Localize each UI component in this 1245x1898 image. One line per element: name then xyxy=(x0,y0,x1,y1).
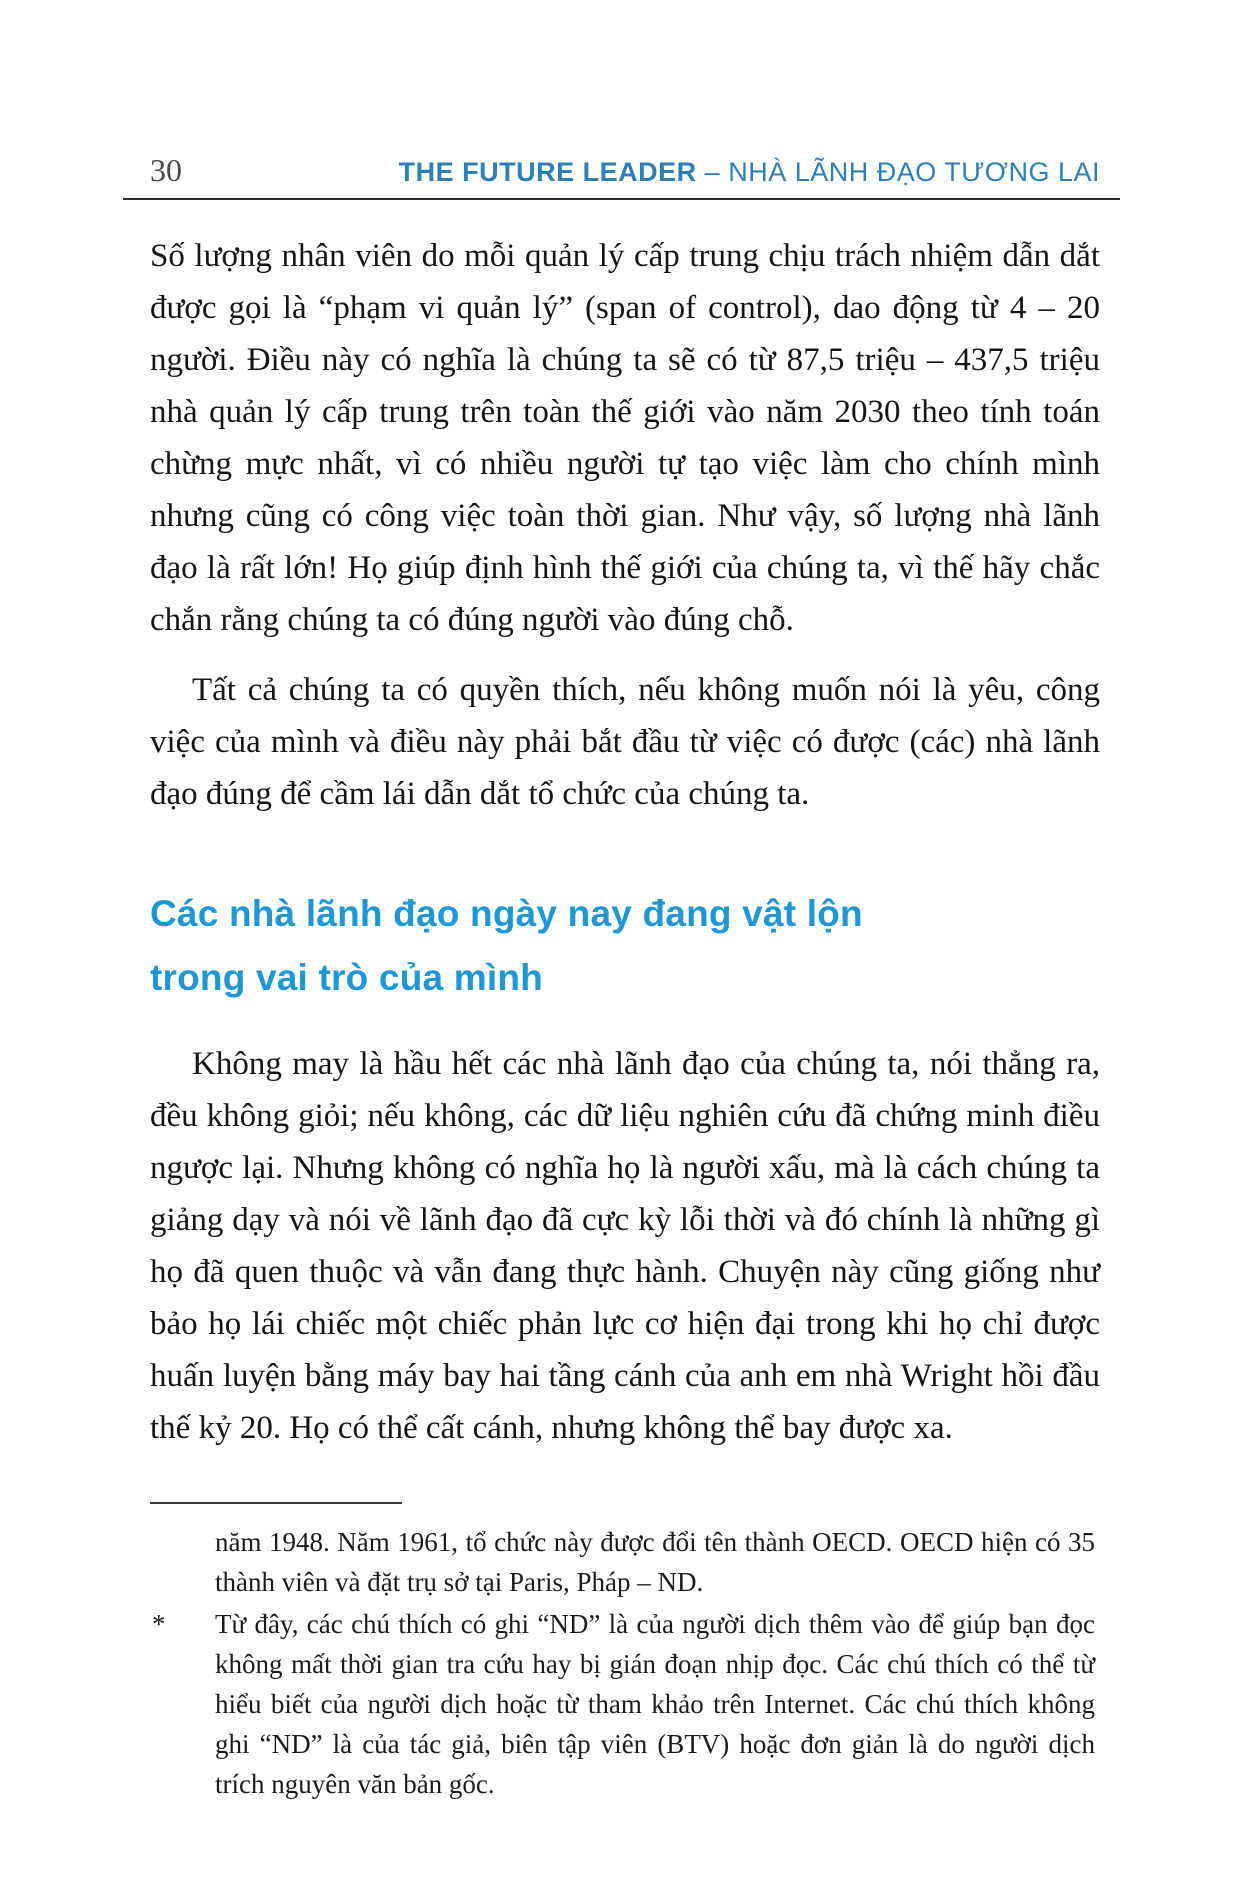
paragraph-leaders-struggling: Không may là hầu hết các nhà lãnh đạo của chúng ta, nói thẳng ra, đều không giỏi; nếu không, các dữ liệu nghiên cứu đã chứng minh điều ngược lại. Nhưng không có nghĩa họ là người xấu, mà là cách chúng ta giảng dạy và nói về lãnh đạo đã cực kỳ lỗi thời và đó chính là những gì họ đã quen thuộc và vẫn đang thực hành. Chuyện này cũng giống như bảo họ lái chiếc một chiếc phản lực cơ hiện đại trong khi họ chỉ được huấn luyện bằng máy bay hai tầng cánh của anh em nhà Wright hồi đầu thế kỷ 20. Họ có thể cất cánh, nhưng không thể bay được xa. xyxy=(150,1046,1100,1446)
footnote-continuation-marker xyxy=(150,1522,215,1602)
footnote-star xyxy=(150,1604,1100,1804)
running-title xyxy=(399,157,1100,188)
footnote-continuation-text: năm 1948. Năm 1961, tổ chức này được đổi tên thành OECD. OECD hiện có 35 thành viên và đặt trụ sở tại Paris, Pháp – ND. xyxy=(215,1527,1095,1597)
page-content xyxy=(150,0,1100,1804)
running-title-vietnamese: NHÀ LÃNH ĐẠO TƯƠNG LAI xyxy=(728,157,1100,187)
footnote-star-marker: * xyxy=(152,1609,166,1639)
footnote-separator-rule xyxy=(150,1502,402,1504)
footnotes-block xyxy=(150,1522,1100,1804)
footnote-continuation xyxy=(150,1522,1100,1602)
header-rule xyxy=(123,198,1120,200)
running-title-separator: – xyxy=(696,157,729,187)
section-heading-line2: trong vai trò của mình xyxy=(150,957,543,998)
footnote-star-text: Từ đây, các chú thích có ghi “ND” là của người dịch thêm vào để giúp bạn đọc không mất thời gian tra cứu hay bị gián đoạn nhịp đọc. Các chú thích có thể từ hiểu biết của người dịch hoặc từ tham khảo trên Internet. Các chú thích không ghi “ND” là của tác giả, biên tập viên (BTV) hoặc đơn giản là do người dịch trích nguyên văn bản gốc. xyxy=(215,1609,1095,1799)
running-title-english: THE FUTURE LEADER xyxy=(398,157,697,187)
section-heading xyxy=(150,882,1100,1010)
paragraph-right-leaders: Tất cả chúng ta có quyền thích, nếu không muốn nói là yêu, công việc của mình và điều này phải bắt đầu từ việc có được (các) nhà lãnh đạo đúng để cầm lái dẫn dắt tổ chức của chúng ta. xyxy=(150,672,1100,812)
running-header xyxy=(150,0,1100,189)
page-number: 30 xyxy=(150,152,182,188)
section-heading-line1: Các nhà lãnh đạo ngày nay đang vật lộn xyxy=(150,893,863,934)
paragraph-span-of-control: Số lượng nhân viên do mỗi quản lý cấp trung chịu trách nhiệm dẫn dắt được gọi là “phạm vi quản lý” (span of control), dao động từ 4 – 20 người. Điều này có nghĩa là chúng ta sẽ có từ 87,5 triệu – 437,5 triệu nhà quản lý cấp trung trên toàn thế giới vào năm 2030 theo tính toán chừng mực nhất, vì có nhiều người tự tạo việc làm cho chính mình nhưng cũng có công việc toàn thời gian. Như vậy, số lượng nhà lãnh đạo là rất lớn! Họ giúp định hình thế giới của chúng ta, vì thế hãy chắc chắn rằng chúng ta có đúng người vào đúng chỗ. xyxy=(150,238,1100,638)
